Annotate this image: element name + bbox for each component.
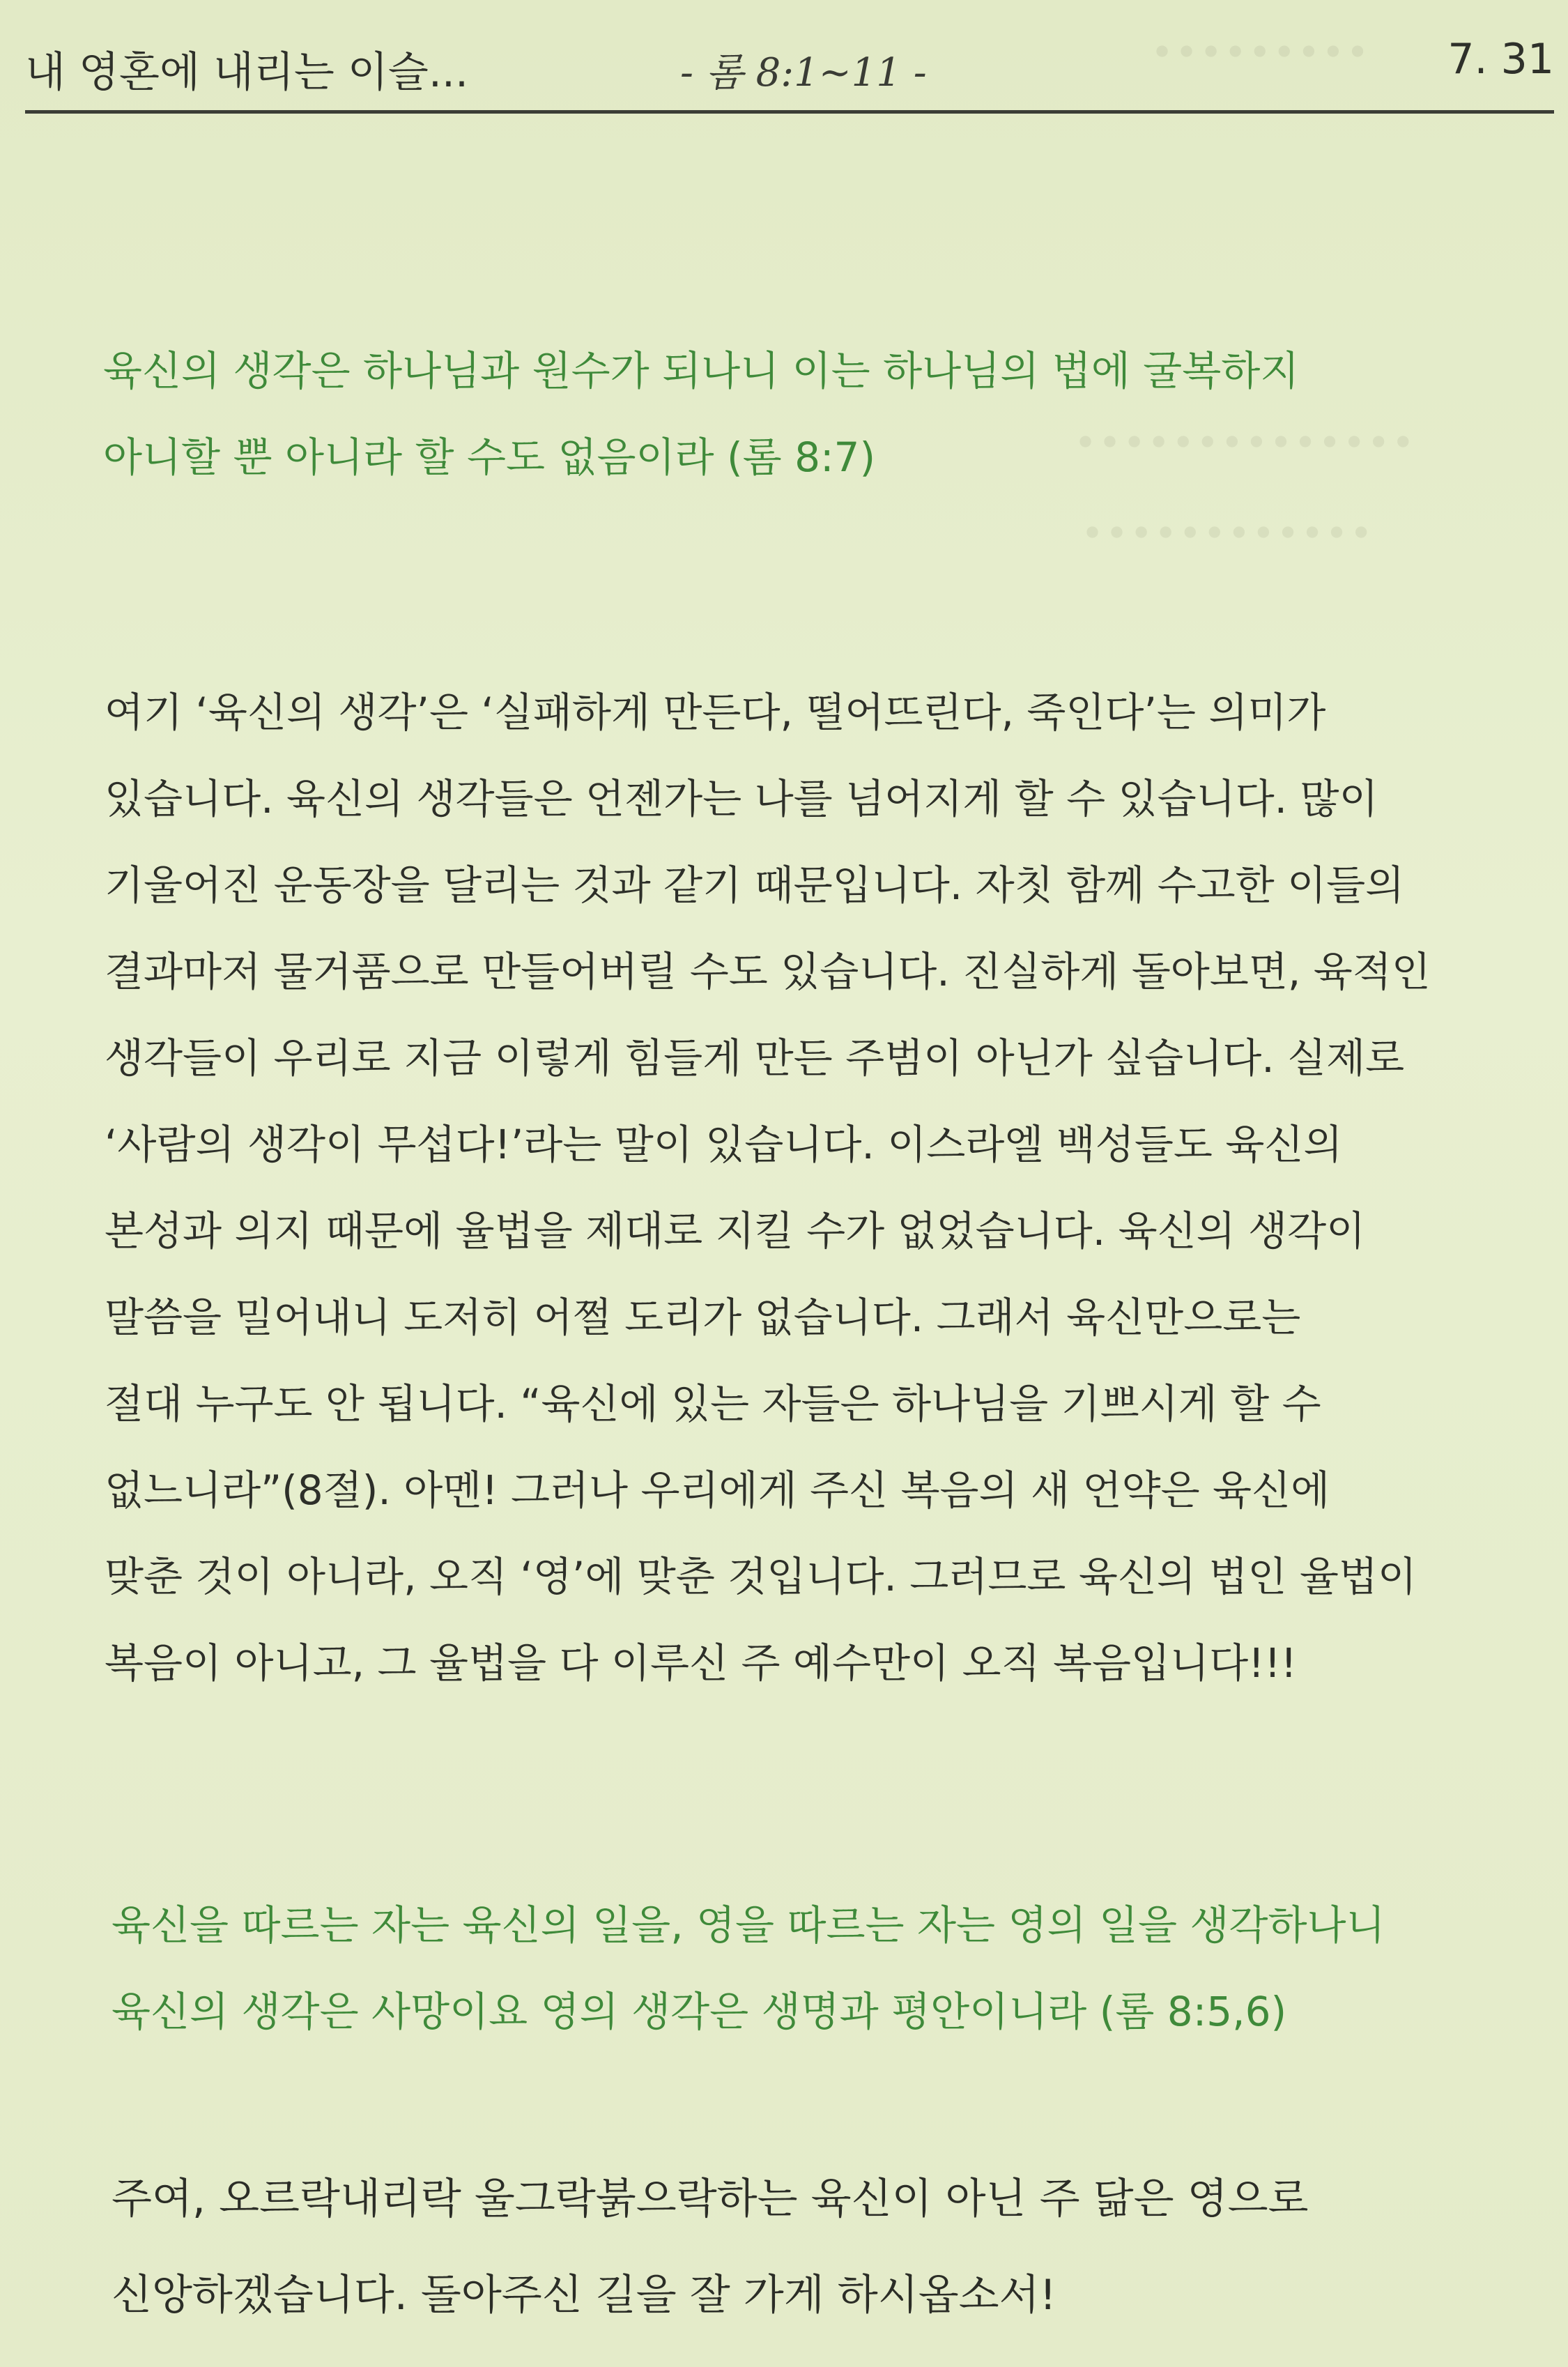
prayer-text [112, 2151, 1309, 2343]
page-header [25, 26, 1554, 114]
verse-line: 육신의 생각은 사망이요 영의 생각은 생명과 평안이니라 (롬 8:5,6) [112, 1988, 1287, 2035]
text-line: 말씀을 밀어내니 도저히 어쩔 도리가 없습니다. 그래서 육신만으로는 [105, 1294, 1301, 1341]
text-line: 기울어진 운동장을 달리는 것과 같기 때문입니다. 자칫 함께 수고한 이들의 [105, 861, 1405, 909]
text-line: 결과마저 물거품으로 만들어버릴 수도 있습니다. 진실하게 돌아보면, 육적인 [105, 948, 1431, 995]
text-line: 복음이 아니고, 그 율법을 다 이루신 주 예수만이 오직 복음입니다!!! [105, 1639, 1297, 1687]
verse-line: 아니할 뿐 아니라 할 수도 없음이라 (롬 8:7) [103, 434, 876, 481]
text-line: ‘사람의 생각이 무섭다!’라는 말이 있습니다. 이스라엘 백성들도 육신의 [105, 1121, 1343, 1168]
meditation-text [105, 669, 1431, 1706]
text-line: 없느니라”(8절). 아멘! 그러나 우리에게 주신 복음의 새 언약은 육신에 [105, 1466, 1330, 1514]
verse-line: 육신의 생각은 하나님과 원수가 되나니 이는 하나님의 법에 굴복하지 [103, 347, 1300, 394]
bleed-through-text: ∙∙∙∙∙∙∙∙∙ [1150, 28, 1370, 73]
text-line: 여기 ‘육신의 생각’은 ‘실패하게 만든다, 떨어뜨린다, 죽인다’는 의미가 [105, 689, 1326, 736]
text-line: 본성과 의지 때문에 율법을 제대로 지킬 수가 없었습니다. 육신의 생각이 [105, 1207, 1366, 1255]
prayer-line: 주여, 오르락내리락 울그락붉으락하는 육신이 아닌 주 닮은 영으로 [112, 2175, 1309, 2223]
bleed-through-text: ∙∙∙∙∙∙∙∙∙∙∙∙ [1080, 509, 1374, 554]
scripture-range: - 롬 8:1~11 - [680, 50, 927, 95]
page-date: 7. 31 [1447, 35, 1554, 84]
book-title: 내 영혼에 내리는 이슬... [25, 48, 469, 97]
bleed-through-text: ∙∙∙∙∙∙∙∙∙∙∙∙∙∙ [1073, 418, 1415, 464]
verse-line: 육신을 따르는 자는 육신의 일을, 영을 따르는 자는 영의 일을 생각하나니 [112, 1901, 1385, 1949]
text-line: 있습니다. 육신의 생각들은 언젠가는 나를 넘어지게 할 수 있습니다. 많이 [105, 775, 1378, 822]
text-line: 맞춘 것이 아니라, 오직 ‘영’에 맞춘 것입니다. 그러므로 육신의 법인 율법이 [105, 1553, 1417, 1600]
verse-block-2 [112, 1882, 1385, 2055]
text-line: 절대 누구도 안 됩니다. “육신에 있는 자들은 하나님을 기쁘시게 할 수 [105, 1380, 1321, 1427]
prayer-line: 신앙하겠습니다. 돌아주신 길을 잘 가게 하시옵소서! [112, 2271, 1056, 2320]
verse-block-1 [103, 328, 1299, 500]
text-line: 생각들이 우리로 지금 이렇게 힘들게 만든 주범이 아닌가 싶습니다. 실제로 [105, 1034, 1405, 1082]
